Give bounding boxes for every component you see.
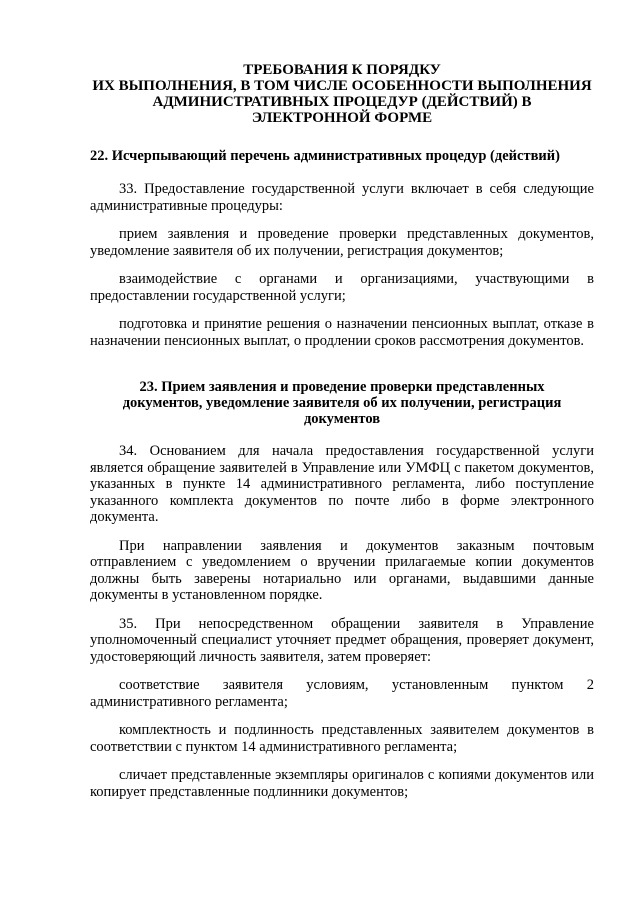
- list-item-interaction: взаимодействие с органами и организациями, участвующими в предоставлении государственной услуги;: [90, 271, 594, 304]
- list-item-verification: сличает представленные экземпляры оригиналов с копиями документов или копирует представленные подлинники документов;: [90, 767, 594, 800]
- heading-line: документов, уведомление заявителя об их получении, регистрация: [122, 395, 562, 411]
- list-item-reception: прием заявления и проведение проверки представленных документов, уведомление заявителя об их получении, регистрация документов;: [90, 226, 594, 259]
- list-item-compliance: соответствие заявителя условиям, установленным пунктом 2 административного регламента;: [90, 677, 594, 710]
- list-item-decision: подготовка и принятие решения о назначении пенсионных выплат, отказе в назначении пенсионных выплат, о продлении сроков рассмотрения документов.: [90, 316, 594, 349]
- title-line: АДМИНИСТРАТИВНЫХ ПРОЦЕДУР (ДЕЙСТВИЙ) В: [152, 94, 532, 110]
- paragraph-34: 34. Основанием для начала предоставления государственной услуги является обращение заявителей в Управление или УМФЦ с пакетом документов, указанных в пункте 14 административного регламента, либо поступление указанного комплекта документов по почте либо в форме электронного документа.: [90, 443, 594, 525]
- paragraph-33: 33. Предоставление государственной услуги включает в себя следующие административные процедуры:: [90, 181, 594, 214]
- document-title: [90, 62, 594, 126]
- section-23-heading: [90, 379, 594, 427]
- title-line: ТРЕБОВАНИЯ К ПОРЯДКУ: [243, 62, 441, 78]
- heading-line: 23. Прием заявления и проведение проверки представленных: [139, 379, 545, 395]
- title-line: ЭЛЕКТРОННОЙ ФОРМЕ: [251, 110, 433, 126]
- paragraph-registered-mail: При направлении заявления и документов заказным почтовым отправлением с уведомлением о вручении прилагаемые копии документов должны быть заверены нотариально или органами, выдавшими данные документы в установленном порядке.: [90, 537, 594, 603]
- section-22-heading: 22. Исчерпывающий перечень административных процедур (действий): [90, 148, 560, 164]
- title-line: ИХ ВЫПОЛНЕНИЯ, В ТОМ ЧИСЛЕ ОСОБЕННОСТИ ВЫПОЛНЕНИЯ: [92, 78, 592, 94]
- heading-line: документов: [303, 411, 381, 427]
- list-item-completeness: комплектность и подлинность представленных заявителем документов в соответствии с пунктом 14 административного регламента;: [90, 722, 594, 755]
- paragraph-35: 35. При непосредственном обращении заявителя в Управление уполномоченный специалист уточняет предмет обращения, проверяет документ, удостоверяющий личность заявителя, затем проверяет:: [90, 615, 594, 665]
- document-page: [90, 62, 594, 800]
